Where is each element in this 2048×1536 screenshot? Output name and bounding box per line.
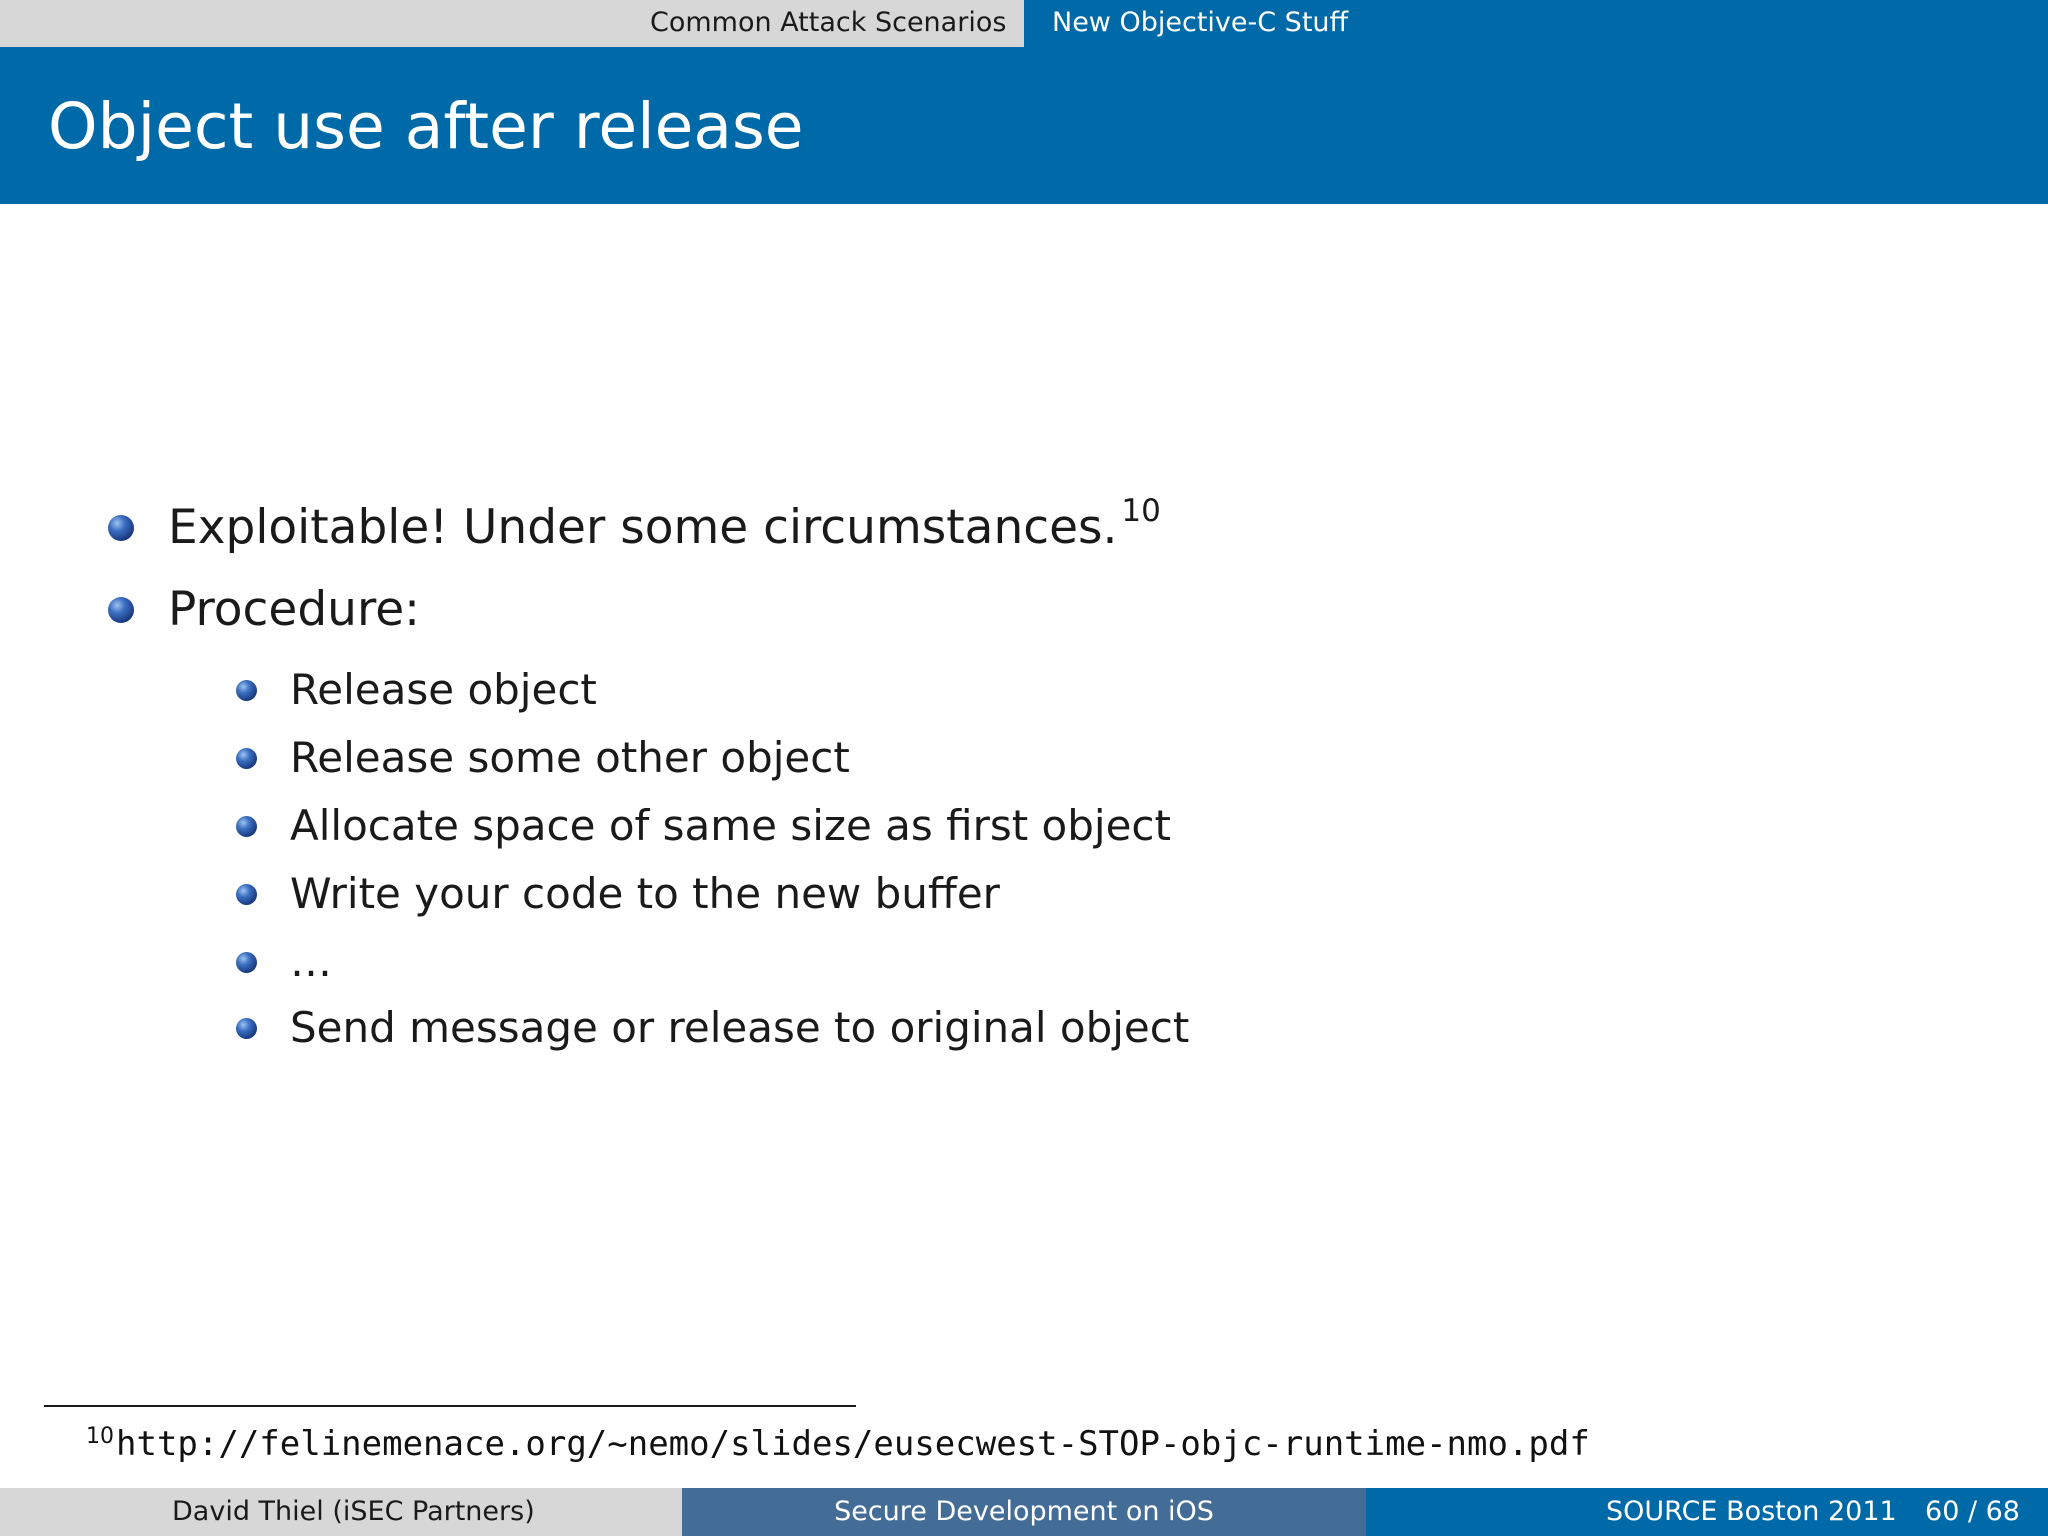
sub-bullet-ball-icon (236, 952, 257, 973)
page-number: 60 / 68 (1925, 1496, 2020, 1527)
sub-bullet-ball-icon (236, 748, 257, 769)
slide-title: Object use after release (48, 90, 804, 163)
sub-bullet-text: Release some other object (290, 733, 850, 782)
sub-bullet-text: … (290, 937, 332, 986)
nav-section-new-objective-c-stuff[interactable]: New Objective-C Stuff (1024, 0, 2048, 47)
footer-talk-title: Secure Development on iOS (682, 1488, 1366, 1536)
footnote-link[interactable]: http://felinemenace.org/~nemo/slides/eusecwest-STOP-objc-runtime-nmo.pdf (116, 1424, 1590, 1464)
footer-conference: SOURCE Boston 2011 (1606, 1496, 1897, 1527)
bullet-ball-icon (108, 597, 134, 623)
sub-bullet-text: Allocate space of same size as first object (290, 801, 1171, 850)
footnote-number: 10 (86, 1424, 114, 1449)
sub-bullet-text: Write your code to the new buffer (290, 869, 1000, 918)
bullet-text: Exploitable! Under some circumstances. (168, 500, 1118, 555)
footer-author: David Thiel (iSEC Partners) (0, 1488, 682, 1536)
nav-section-common-attack-scenarios[interactable]: Common Attack Scenarios (620, 0, 1024, 47)
sub-bullet-ball-icon (236, 816, 257, 837)
sub-bullet-text: Send message or release to original object (290, 1003, 1190, 1052)
sub-bullet-ball-icon (236, 680, 257, 701)
bullet-text: Procedure: (168, 582, 420, 637)
section-navigation (0, 0, 2048, 47)
title-bar (0, 47, 2048, 204)
footnote-divider (44, 1405, 856, 1407)
footnote (86, 1424, 1590, 1464)
footer-right (1366, 1488, 2048, 1536)
bullet-ball-icon (108, 515, 134, 541)
sub-bullet-ball-icon (236, 884, 257, 905)
sub-bullet-ball-icon (236, 1018, 257, 1039)
footnote-reference[interactable]: 10 (1121, 493, 1161, 529)
sub-bullet-text: Release object (290, 665, 597, 714)
footer-bar (0, 1488, 2048, 1536)
